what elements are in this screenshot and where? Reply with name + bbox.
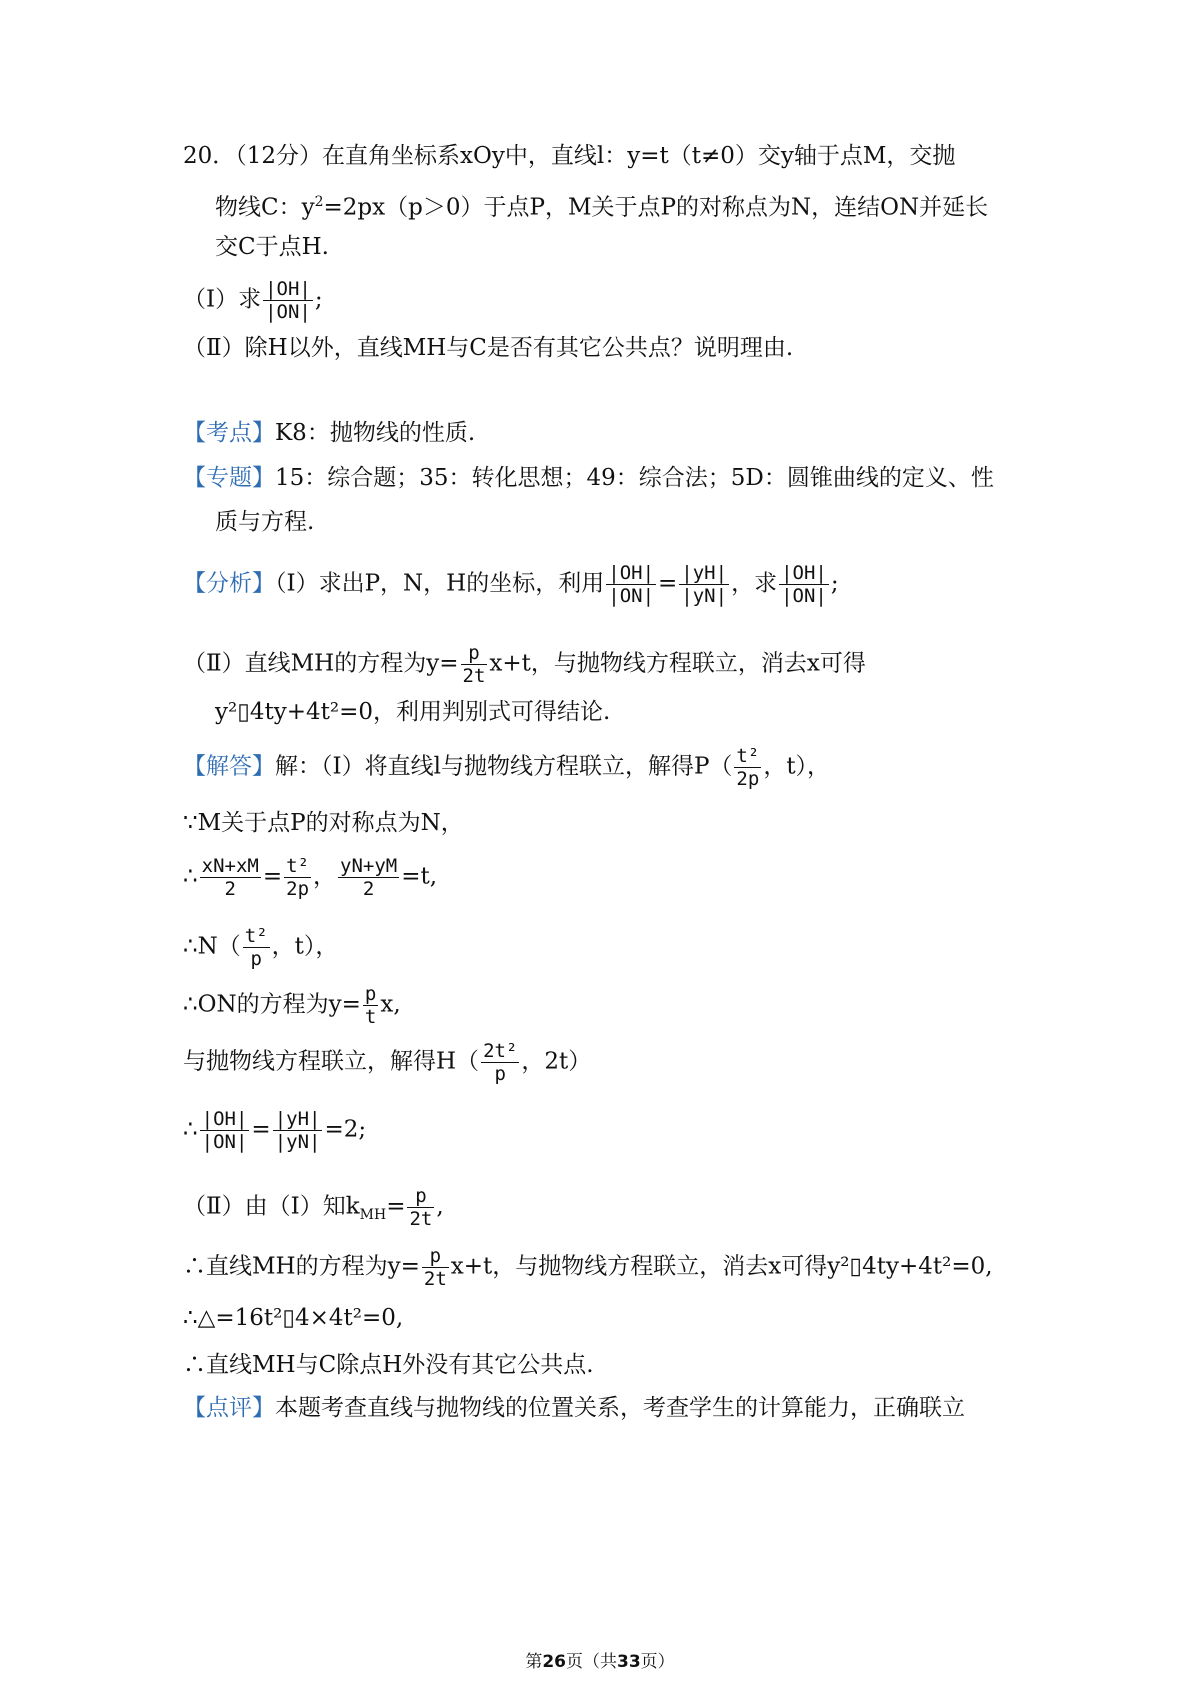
- section-tag: 【分析】: [183, 570, 275, 597]
- section-text: ，t），: [271, 933, 339, 960]
- punctuation: ，: [313, 863, 337, 890]
- problem-line-1: [183, 141, 955, 171]
- section-text: ∴ON的方程为y=: [183, 991, 361, 1018]
- section-text: x,: [380, 991, 401, 1018]
- fraction-numerator: yN+yM: [340, 855, 398, 877]
- fraction-numerator: |yH|: [274, 1108, 321, 1130]
- problem-line-2: [215, 187, 989, 221]
- fraction-denominator: |ON|: [201, 1131, 248, 1153]
- fraction: [200, 1108, 250, 1153]
- fraction-numerator: t²: [736, 745, 760, 767]
- footer-text: 第: [525, 1652, 543, 1672]
- jieda-line-10: [183, 1303, 403, 1333]
- fraction-denominator: p: [250, 948, 262, 970]
- section-text: （Ⅱ）由（Ⅰ）知k: [183, 1193, 360, 1220]
- fraction-numerator: t²: [286, 855, 310, 877]
- section-text: ∴N（: [183, 933, 241, 960]
- section-text: x+t，与抛物线方程联立，消去x可得: [489, 650, 866, 677]
- section-text: ∴直线MH的方程为y=: [183, 1253, 420, 1280]
- section-text: =t,: [401, 863, 438, 890]
- section-jieda: [183, 745, 830, 793]
- fraction: [243, 925, 270, 970]
- therefore-symbol: ∴: [183, 863, 198, 890]
- fraction-oh-on: [263, 278, 313, 323]
- fraction-numerator: p: [422, 1245, 449, 1268]
- fraction-denominator: 2t: [409, 1208, 433, 1230]
- section-tag: 【专题】: [183, 465, 275, 491]
- fraction-numerator: |OH|: [608, 562, 655, 584]
- fraction: [200, 855, 261, 900]
- equals-sign: =: [251, 1116, 271, 1143]
- section-tag: 【考点】: [183, 420, 275, 446]
- punctuation: ;: [314, 286, 323, 313]
- jieda-line-3: [183, 855, 437, 905]
- section-text: x+t，与抛物线方程联立，消去x可得y²▯4ty+4t²=0,: [450, 1253, 993, 1280]
- fraction: [422, 1245, 449, 1290]
- page-number: 26: [542, 1652, 566, 1672]
- equals-sign: =: [386, 1193, 406, 1220]
- fraction: [338, 855, 399, 900]
- jieda-line-4: [183, 925, 338, 975]
- fraction-numerator: p: [461, 642, 488, 665]
- fraction-numerator: 2t²: [483, 1040, 518, 1062]
- jieda-line-5: [183, 983, 401, 1031]
- punctuation: ;: [830, 570, 839, 597]
- equals-sign: =: [262, 863, 283, 890]
- section-text: y²▯4ty+4t²=0，利用判别式可得结论.: [215, 699, 611, 725]
- fraction-denominator: |ON|: [781, 585, 827, 607]
- section-zhuanti: [183, 463, 994, 493]
- problem-text: 交C于点H.: [215, 234, 329, 260]
- fraction-numerator: |OH|: [781, 562, 827, 584]
- section-text: ，2t）: [521, 1048, 592, 1075]
- section-text: ，求: [731, 570, 778, 597]
- problem-part-2: [183, 333, 793, 363]
- fraction-denominator: 2p: [286, 878, 310, 900]
- fraction: [679, 562, 729, 607]
- section-text: （Ⅱ）直线MH的方程为y=: [183, 650, 459, 677]
- fraction: [461, 642, 488, 687]
- section-fenxi: [183, 562, 839, 612]
- subscript: MH: [359, 1207, 387, 1224]
- section-text: 15：综合题；35：转化思想；49：综合法；5D：圆锥曲线的定义、性: [275, 465, 994, 491]
- part-label: （Ⅰ）求: [183, 286, 262, 313]
- section-tag: 【解答】: [183, 753, 275, 780]
- section-text: 质与方程.: [215, 509, 315, 535]
- fraction: [363, 983, 378, 1028]
- equals-sign: =: [658, 570, 678, 597]
- fraction-denominator: p: [494, 1063, 506, 1085]
- jieda-line-2: [183, 808, 464, 838]
- fraction-denominator: |yN|: [274, 1131, 321, 1153]
- footer-text: 页（共: [566, 1652, 617, 1672]
- fraction-numerator: p: [364, 983, 377, 1005]
- section-text: ∵M关于点P的对称点为N，: [183, 810, 464, 836]
- fraction-numerator: |OH|: [265, 278, 311, 300]
- fraction-denominator: t: [364, 1006, 377, 1028]
- jieda-line-7: [183, 1108, 366, 1160]
- jieda-line-11: [183, 1350, 594, 1380]
- problem-line-3: [215, 232, 329, 262]
- jieda-line-8: [183, 1185, 444, 1233]
- jieda-line-6: [183, 1040, 591, 1088]
- section-text: ∴△=16t²▯4×4t²=0,: [183, 1305, 404, 1331]
- page-footer: [0, 1650, 1200, 1674]
- fraction-denominator: |ON|: [608, 585, 655, 607]
- problem-text: （Ⅱ）除H以外，直线MH与C是否有其它公共点？说明理由.: [183, 335, 794, 361]
- fraction-numerator: xN+xM: [201, 855, 259, 877]
- section-fenxi-part-3: [215, 697, 610, 727]
- problem-part-1: [183, 278, 323, 324]
- fraction-numerator: |OH|: [201, 1108, 248, 1130]
- fraction-denominator: 2p: [736, 768, 760, 790]
- fraction: [779, 562, 829, 607]
- problem-text-b: =2px（p＞0）于点P，M关于点P的对称点为N，连结ON并延长: [323, 194, 989, 221]
- fraction-denominator: |ON|: [265, 301, 311, 323]
- section-text: 解：（Ⅰ）将直线l与抛物线方程联立，解得P（: [275, 753, 733, 780]
- jieda-line-9: [183, 1245, 993, 1293]
- footer-text: 页）: [640, 1652, 675, 1672]
- section-text: （Ⅰ）求出P，N，H的坐标，利用: [275, 570, 605, 597]
- fraction-numerator: p: [407, 1185, 434, 1208]
- fraction: [481, 1040, 519, 1085]
- fraction: [407, 1185, 434, 1230]
- fraction: [284, 855, 311, 900]
- fraction: [273, 1108, 323, 1153]
- total-pages: 33: [617, 1652, 641, 1672]
- section-text: K8：抛物线的性质.: [275, 420, 476, 446]
- fraction-denominator: 2: [362, 878, 375, 900]
- fraction-denominator: 2: [224, 878, 236, 900]
- section-fenxi-part-2: [183, 642, 866, 688]
- problem-text: 20．（12分）在直角坐标系xOy中，直线l：y=t（t≠0）交y轴于点M，交抛: [183, 143, 956, 169]
- exponent: 2: [314, 194, 324, 210]
- section-text: ，t），: [763, 753, 831, 780]
- section-kaodian: [183, 418, 475, 448]
- section-text: 本题考查直线与抛物线的位置关系，考查学生的计算能力，正确联立: [275, 1395, 965, 1421]
- fraction-denominator: 2t: [423, 1268, 447, 1290]
- therefore-symbol: ∴: [183, 1116, 198, 1143]
- section-dianping: [183, 1393, 965, 1423]
- fraction: [734, 745, 761, 790]
- section-text: 与抛物线方程联立，解得H（: [183, 1048, 480, 1075]
- punctuation: ,: [436, 1193, 444, 1220]
- fraction: [606, 562, 656, 607]
- problem-text-a: 物线C：y: [215, 194, 315, 221]
- fraction-denominator: |yN|: [681, 585, 728, 607]
- section-text: =2;: [324, 1116, 367, 1143]
- section-text: ∴直线MH与C除点H外没有其它公共点.: [183, 1352, 594, 1378]
- section-zhuanti-line-2: [215, 507, 314, 537]
- fraction-numerator: |yH|: [681, 562, 728, 584]
- section-tag: 【点评】: [183, 1395, 275, 1421]
- fraction-denominator: 2t: [462, 665, 486, 687]
- fraction-numerator: t²: [244, 925, 268, 947]
